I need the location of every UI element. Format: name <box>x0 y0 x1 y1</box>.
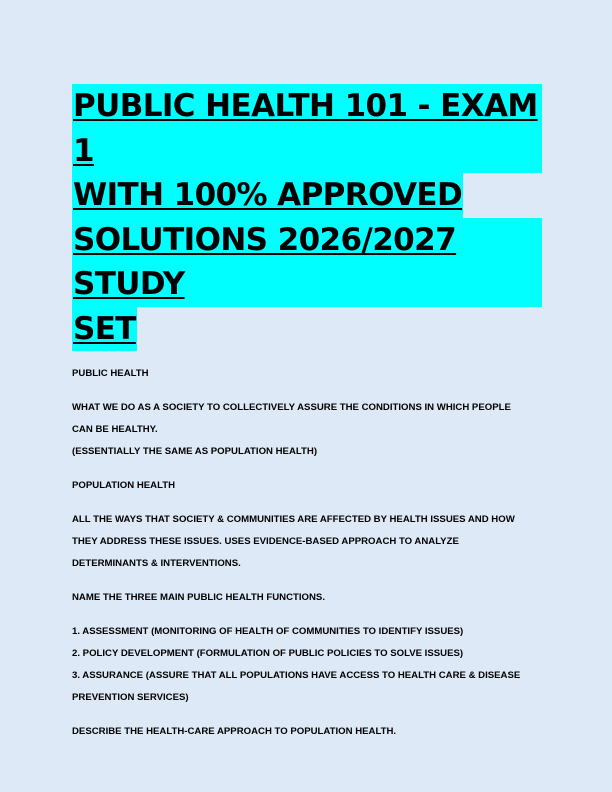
document-body <box>72 363 542 743</box>
answer-item-assessment: 1. ASSESSMENT (MONITORING OF HEALTH OF COMMUNITIES TO IDENTIFY ISSUES) <box>72 626 464 637</box>
definition-public-health-line-2: CAN BE HEALTHY. <box>72 424 158 435</box>
term-public-health: PUBLIC HEALTH <box>72 368 149 379</box>
title-line-4: SET <box>72 307 137 352</box>
term-population-health: POPULATION HEALTH <box>72 480 176 491</box>
definition-population-health-line-3: DETERMINANTS & INTERVENTIONS. <box>72 558 241 569</box>
definition-public-health-line-3: (ESSENTIALLY THE SAME AS POPULATION HEALTH) <box>72 446 318 457</box>
definition-population-health-line-2: THEY ADDRESS THESE ISSUES. USES EVIDENCE-BASED APPROACH TO ANALYZE <box>72 536 459 547</box>
title-line-3: SOLUTIONS 2026/2027 STUDY <box>72 218 542 307</box>
answer-item-assurance-line-2: PREVENTION SERVICES) <box>72 692 189 703</box>
document-title <box>72 84 542 351</box>
definition-public-health-line-1: WHAT WE DO AS A SOCIETY TO COLLECTIVELY ASSURE THE CONDITIONS IN WHICH PEOPLE <box>72 402 511 413</box>
question-three-functions: NAME THE THREE MAIN PUBLIC HEALTH FUNCTIONS. <box>72 592 325 603</box>
title-line-2: WITH 100% APPROVED <box>72 173 463 218</box>
answer-item-policy-development: 2. POLICY DEVELOPMENT (FORMULATION OF PUBLIC POLICIES TO SOLVE ISSUES) <box>72 648 464 659</box>
title-line-1: PUBLIC HEALTH 101 - EXAM 1 <box>72 84 542 173</box>
answer-item-assurance-line-1: 3. ASSURANCE (ASSURE THAT ALL POPULATIONS HAVE ACCESS TO HEALTH CARE & DISEASE <box>72 670 521 681</box>
definition-population-health-line-1: ALL THE WAYS THAT SOCIETY & COMMUNITIES ARE AFFECTED BY HEALTH ISSUES AND HOW <box>72 514 515 525</box>
question-health-care-approach: DESCRIBE THE HEALTH-CARE APPROACH TO POPULATION HEALTH. <box>72 726 397 737</box>
